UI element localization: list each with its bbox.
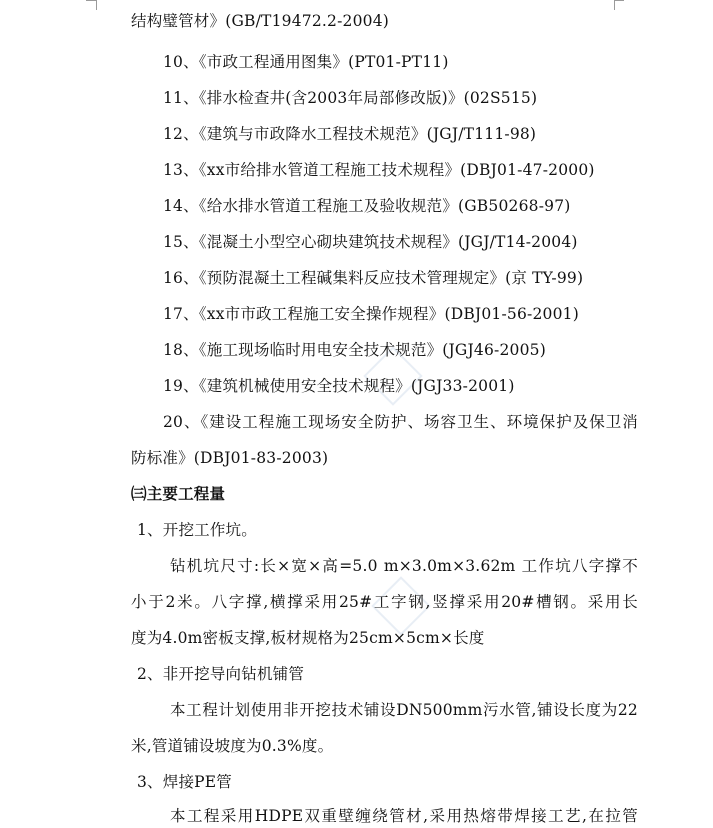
text-line: 19、《建筑机械使用安全技术规程》(JGJ33-2001) — [163, 377, 515, 395]
text-line: 10、《市政工程通用图集》(PT01-PT11) — [163, 53, 449, 71]
section-heading: ㈢主要工程量 — [131, 485, 226, 503]
margin-mark-right — [614, 0, 624, 1]
margin-mark-left-vertical — [96, 0, 97, 10]
text-line: 17、《xx市市政工程施工安全操作规程》(DBJ01-56-2001) — [163, 305, 579, 323]
text-line: 本工程采用HDPE双重壁缠绕管材,采用热熔带焊接工艺,在拉管 — [170, 807, 638, 825]
text-line: 13、《xx市给排水管道工程施工技术规程》(DBJ01-47-2000) — [163, 161, 595, 179]
text-line: 防标准》(DBJ01-83-2003) — [131, 449, 329, 467]
text-line: 结构璧管材》(GB/T19472.2-2004) — [131, 12, 390, 30]
text-line: 15、《混凝土小型空心砌块建筑技术规程》(JGJ/T14-2004) — [163, 233, 578, 251]
text-line: 钻机坑尺寸:长×宽×高=5.0 m×3.0m×3.62m 工作坑八字撑不 — [170, 557, 638, 575]
text-line: 20、《建设工程施工现场安全防护、场容卫生、环境保护及保卫消 — [163, 413, 638, 431]
text-line: 12、《建筑与市政降水工程技术规范》(JGJ/T111-98) — [163, 125, 537, 143]
text-line: 3、焊接PE管 — [137, 773, 233, 791]
text-line: 11、《排水检查井(含2003年局部修改版)》(02S515) — [163, 89, 538, 107]
text-line: 1、开挖工作坑。 — [137, 521, 257, 539]
text-line: 米,管道铺设坡度为0.3%度。 — [131, 737, 334, 755]
margin-mark-right-vertical — [614, 0, 615, 10]
text-line: 16、《预防混凝土工程碱集料反应技术管理规定》(京 TY-99) — [163, 269, 584, 287]
text-line: 度为4.0m密板支撑,板材规格为25cm×5cm×长度 — [131, 629, 485, 647]
text-line: 2、非开挖导向钻机铺管 — [137, 665, 305, 683]
text-line: 14、《给水排水管道工程施工及验收规范》(GB50268-97) — [163, 197, 571, 215]
text-line: 本工程计划使用非开挖技术铺设DN500mm污水管,铺设长度为22 — [170, 701, 638, 719]
text-line: 18、《施工现场临时用电安全技术规范》(JGJ46-2005) — [163, 341, 546, 359]
text-line: 小于2米。八字撑,横撑采用25#工字钢,竖撑采用20#槽钢。采用长 — [131, 593, 638, 611]
margin-mark-left — [86, 0, 96, 1]
